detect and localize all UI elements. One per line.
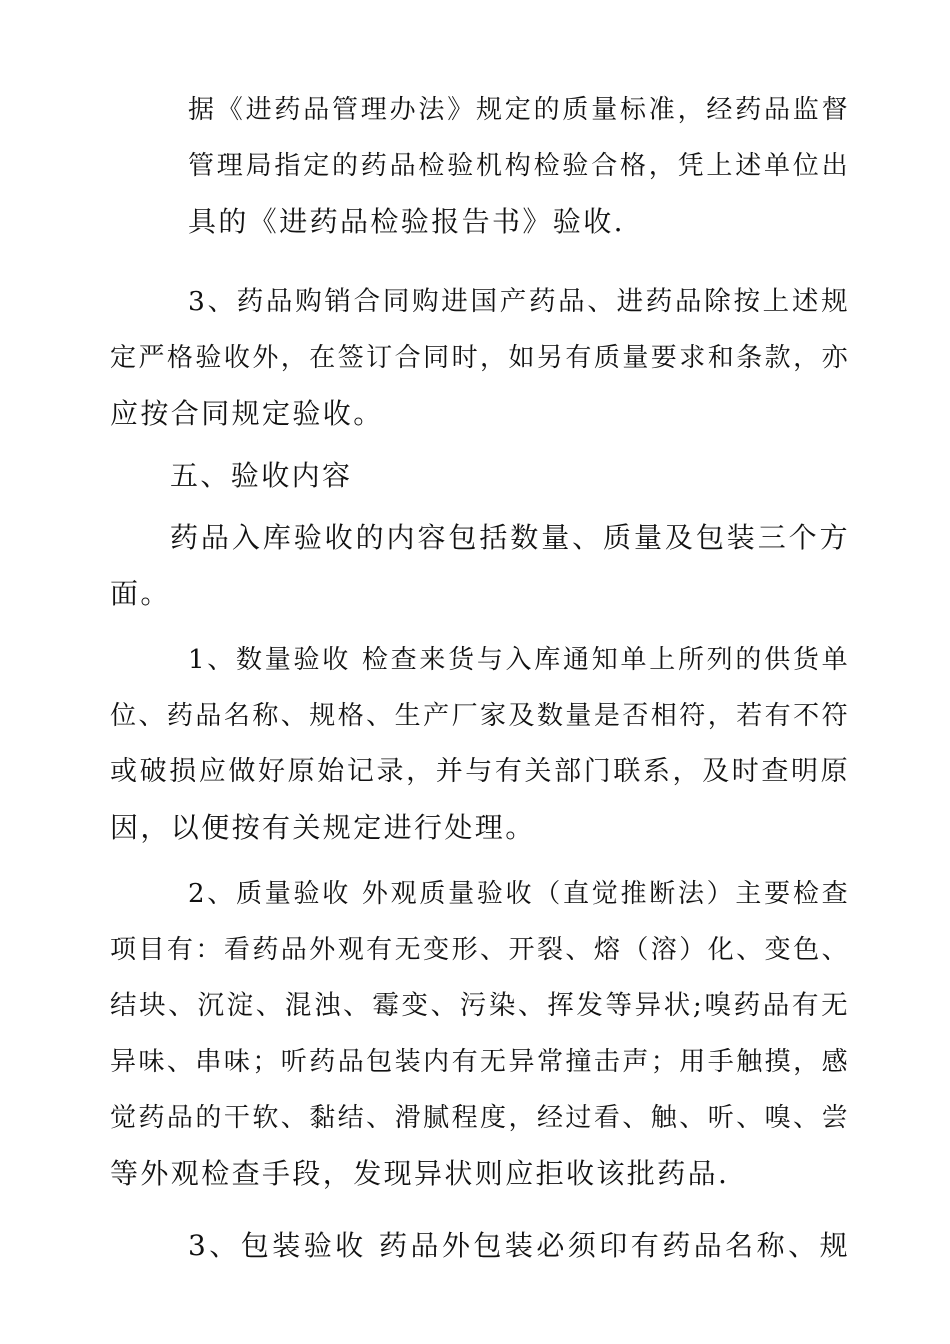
text-line: 或破损应做好原始记录，并与有关部门联系，及时查明原 (110, 756, 850, 787)
text-line: 因，以便按有关规定进行处理。 (110, 811, 536, 844)
text-line: 面。 (110, 577, 171, 610)
text-line: 1、数量验收 检查来货与入库通知单上所列的供货单 (188, 645, 850, 675)
text-line: 据《进药品管理办法》规定的质量标准，经药品监督 (188, 95, 850, 125)
text-line: 异味、串味；听药品包装内有无异常撞击声；用手触摸，感 (110, 1047, 850, 1077)
text-line: 应按合同规定验收。 (110, 397, 384, 430)
text-line: 3、包装验收 药品外包装必须印有药品名称、规 (188, 1229, 850, 1262)
text-line: 结块、沉淀、混浊、霉变、污染、挥发等异状;嗅药品有无 (110, 990, 850, 1021)
section-heading: 五、验收内容 (170, 459, 353, 492)
text-line: 定严格验收外，在签订合同时，如另有质量要求和条款，亦 (110, 343, 850, 373)
text-line: 具的《进药品检验报告书》验收. (188, 205, 625, 238)
text-line: 觉药品的干软、黏结、滑腻程度，经过看、触、听、嗅、尝 (110, 1103, 850, 1133)
text-line: 等外观检查手段，发现异状则应拒收该批药品. (110, 1157, 730, 1190)
text-line: 2、质量验收 外观质量验收（直觉推断法）主要检查 (188, 879, 850, 909)
text-line: 项目有：看药品外观有无变形、开裂、熔（溶）化、变色、 (110, 935, 850, 965)
text-line: 3、药品购销合同购进国产药品、进药品除按上述规 (188, 286, 850, 317)
text-line: 位、药品名称、规格、生产厂家及数量是否相符，若有不符 (110, 701, 850, 731)
text-line: 药品入库验收的内容包括数量、质量及包装三个方 (170, 521, 850, 554)
text-line: 管理局指定的药品检验机构检验合格，凭上述单位出 (188, 151, 850, 181)
